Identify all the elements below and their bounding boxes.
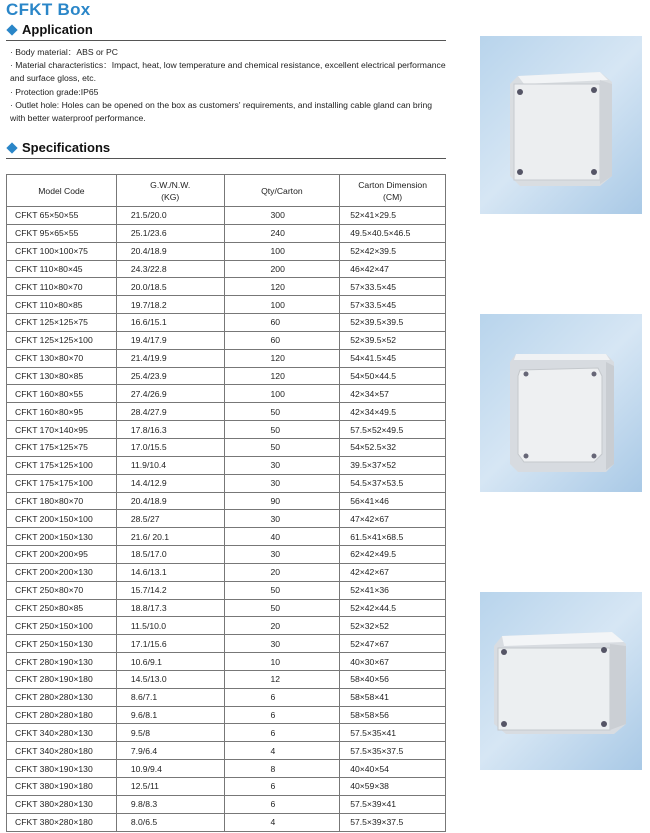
cell-weight: 19.7/18.2 [116,296,224,314]
cell-carton-dimension: 39.5×37×52 [340,456,446,474]
cell-model-code: CFKT 125×125×100 [7,331,117,349]
column-header-weight: G.W./N.W. (KG) [116,175,224,207]
cell-carton-dimension: 62×42×49.5 [340,546,446,564]
table-row [7,438,446,456]
rectangular-box-illustration [480,592,642,770]
cell-model-code: CFKT 160×80×55 [7,385,117,403]
cell-qty: 8 [224,760,340,778]
cell-qty: 30 [224,546,340,564]
cell-carton-dimension: 54×52.5×32 [340,438,446,456]
cell-weight: 21.5/20.0 [116,207,224,225]
table-row [7,207,446,225]
cell-carton-dimension: 57.5×39×41 [340,795,446,813]
cell-weight: 11.9/10.4 [116,456,224,474]
product-photo-square-box [480,314,642,492]
cell-carton-dimension: 40×59×38 [340,778,446,796]
cell-weight: 25.4/23.9 [116,367,224,385]
cell-qty: 120 [224,278,340,296]
cell-carton-dimension: 52×47×67 [340,635,446,653]
table-row [7,492,446,510]
cell-carton-dimension: 57×33.5×45 [340,278,446,296]
cell-carton-dimension: 54×41.5×45 [340,349,446,367]
cell-weight: 8.0/6.5 [116,813,224,831]
specifications-table [6,174,446,832]
specifications-heading-label: Specifications [22,140,111,155]
cell-carton-dimension: 49.5×40.5×46.5 [340,224,446,242]
application-item: · Protection grade:IP65 [10,86,99,97]
cell-model-code: CFKT 200×200×130 [7,563,117,581]
cell-weight: 17.0/15.5 [116,438,224,456]
cell-carton-dimension: 58×40×56 [340,670,446,688]
cell-weight: 14.6/13.1 [116,563,224,581]
table-row [7,331,446,349]
table-row [7,670,446,688]
table-row [7,242,446,260]
cell-weight: 17.1/15.6 [116,635,224,653]
cell-weight: 25.1/23.6 [116,224,224,242]
table-row [7,760,446,778]
cell-carton-dimension: 57.5×39×37.5 [340,813,446,831]
cell-qty: 100 [224,296,340,314]
cell-qty: 50 [224,438,340,456]
table-row [7,385,446,403]
cell-carton-dimension: 52×42×44.5 [340,599,446,617]
table-row [7,510,446,528]
cell-model-code: CFKT 250×150×130 [7,635,117,653]
table-row [7,474,446,492]
cell-qty: 30 [224,456,340,474]
table-row [7,421,446,439]
cell-model-code: CFKT 200×150×100 [7,510,117,528]
cell-model-code: CFKT 175×125×75 [7,438,117,456]
cell-weight: 21.4/19.9 [116,349,224,367]
table-header-row [7,175,446,207]
cell-carton-dimension: 52×42×39.5 [340,242,446,260]
cell-carton-dimension: 56×41×46 [340,492,446,510]
cell-qty: 50 [224,403,340,421]
cell-carton-dimension: 57.5×35×41 [340,724,446,742]
cell-model-code: CFKT 175×125×100 [7,456,117,474]
cell-model-code: CFKT 65×50×55 [7,207,117,225]
cell-model-code: CFKT 340×280×180 [7,742,117,760]
table-row [7,742,446,760]
table-row [7,706,446,724]
cell-qty: 50 [224,421,340,439]
cell-model-code: CFKT 160×80×95 [7,403,117,421]
cell-qty: 60 [224,331,340,349]
cell-weight: 10.6/9.1 [116,653,224,671]
cell-weight: 15.7/14.2 [116,581,224,599]
cell-carton-dimension: 52×32×52 [340,617,446,635]
cell-model-code: CFKT 110×80×70 [7,278,117,296]
table-row [7,813,446,831]
table-row [7,528,446,546]
diamond-bullet-icon [6,24,17,35]
cell-model-code: CFKT 380×190×130 [7,760,117,778]
square-box-illustration [480,314,642,492]
cell-carton-dimension: 52×41×36 [340,581,446,599]
cell-carton-dimension: 57.5×52×49.5 [340,421,446,439]
application-item: · Outlet hole: Holes can be opened on the box as customers' requirements, and installing cable gland can bring with better waterproof performance. [10,99,433,124]
table-body [7,207,446,832]
cell-model-code: CFKT 250×150×100 [7,617,117,635]
cell-qty: 4 [224,813,340,831]
table-row [7,795,446,813]
cell-model-code: CFKT 110×80×85 [7,296,117,314]
table-row [7,224,446,242]
cell-model-code: CFKT 380×280×180 [7,813,117,831]
cell-model-code: CFKT 95×65×55 [7,224,117,242]
application-item: · Body material：ABS or PC [10,47,118,57]
cell-qty: 6 [224,706,340,724]
cell-qty: 40 [224,528,340,546]
cell-weight: 20.4/18.9 [116,242,224,260]
cell-model-code: CFKT 280×280×180 [7,706,117,724]
cell-model-code: CFKT 280×190×180 [7,670,117,688]
table-row [7,617,446,635]
cell-qty: 4 [224,742,340,760]
table-row [7,599,446,617]
application-heading-label: Application [22,22,93,37]
table-row [7,546,446,564]
product-photo-rectangular-box [480,592,642,770]
cell-carton-dimension: 58×58×41 [340,688,446,706]
cell-carton-dimension: 52×41×29.5 [340,207,446,225]
cell-weight: 20.0/18.5 [116,278,224,296]
cell-carton-dimension: 54×50×44.5 [340,367,446,385]
table-row [7,563,446,581]
cell-weight: 28.4/27.9 [116,403,224,421]
cell-carton-dimension: 58×58×56 [340,706,446,724]
table-row [7,653,446,671]
cell-weight: 9.5/8 [116,724,224,742]
column-header-carton: Carton Dimension (CM) [340,175,446,207]
cell-carton-dimension: 42×34×57 [340,385,446,403]
cell-carton-dimension: 52×39.5×39.5 [340,314,446,332]
cell-weight: 8.6/7.1 [116,688,224,706]
table-row [7,314,446,332]
cell-qty: 6 [224,688,340,706]
table-row [7,635,446,653]
application-divider [6,40,446,41]
cell-carton-dimension: 47×42×67 [340,510,446,528]
cell-qty: 100 [224,385,340,403]
cell-model-code: CFKT 200×150×130 [7,528,117,546]
cell-qty: 100 [224,242,340,260]
cell-carton-dimension: 54.5×37×53.5 [340,474,446,492]
cell-weight: 20.4/18.9 [116,492,224,510]
cell-model-code: CFKT 380×190×180 [7,778,117,796]
cell-weight: 7.9/6.4 [116,742,224,760]
cell-qty: 20 [224,563,340,581]
cell-model-code: CFKT 180×80×70 [7,492,117,510]
cell-model-code: CFKT 170×140×95 [7,421,117,439]
table-row [7,724,446,742]
cell-model-code: CFKT 175×175×100 [7,474,117,492]
cell-weight: 11.5/10.0 [116,617,224,635]
cell-model-code: CFKT 125×125×75 [7,314,117,332]
cell-model-code: CFKT 110×80×45 [7,260,117,278]
cell-weight: 14.4/12.9 [116,474,224,492]
cell-weight: 9.6/8.1 [116,706,224,724]
cell-weight: 18.8/17.3 [116,599,224,617]
cell-qty: 10 [224,653,340,671]
cell-weight: 12.5/11 [116,778,224,796]
table-row [7,260,446,278]
cell-qty: 120 [224,349,340,367]
table-row [7,278,446,296]
cell-qty: 200 [224,260,340,278]
cell-carton-dimension: 46×42×47 [340,260,446,278]
cell-carton-dimension: 40×40×54 [340,760,446,778]
cell-qty: 6 [224,724,340,742]
table-row [7,456,446,474]
cell-carton-dimension: 42×42×67 [340,563,446,581]
cell-model-code: CFKT 130×80×70 [7,349,117,367]
application-heading [6,22,93,37]
cell-model-code: CFKT 100×100×75 [7,242,117,260]
application-list [10,46,446,125]
cell-weight: 9.8/8.3 [116,795,224,813]
cell-weight: 14.5/13.0 [116,670,224,688]
table-row [7,349,446,367]
cell-model-code: CFKT 200×200×95 [7,546,117,564]
diamond-bullet-icon [6,142,17,153]
table-row [7,778,446,796]
cell-carton-dimension: 52×39.5×52 [340,331,446,349]
cell-qty: 240 [224,224,340,242]
application-item: · Material characteristics：Impact, heat, low temperature and chemical resistance, excellent electrical performance and surface gloss, etc. [10,60,446,84]
cell-qty: 90 [224,492,340,510]
cell-qty: 30 [224,474,340,492]
cell-carton-dimension: 57×33.5×45 [340,296,446,314]
cell-model-code: CFKT 280×280×130 [7,688,117,706]
cell-qty: 30 [224,635,340,653]
cell-model-code: CFKT 380×280×130 [7,795,117,813]
column-header-model: Model Code [7,175,117,207]
cell-qty: 30 [224,510,340,528]
cell-weight: 24.3/22.8 [116,260,224,278]
cell-weight: 17.8/16.3 [116,421,224,439]
cell-qty: 6 [224,795,340,813]
cube-box-illustration [480,36,642,214]
cell-qty: 60 [224,314,340,332]
cell-carton-dimension: 42×34×49.5 [340,403,446,421]
table-row [7,688,446,706]
cell-model-code: CFKT 280×190×130 [7,653,117,671]
product-photo-cube-box [480,36,642,214]
cell-weight: 19.4/17.9 [116,331,224,349]
cell-weight: 18.5/17.0 [116,546,224,564]
cell-qty: 50 [224,599,340,617]
cell-qty: 120 [224,367,340,385]
cell-carton-dimension: 61.5×41×68.5 [340,528,446,546]
cell-qty: 6 [224,778,340,796]
table-row [7,403,446,421]
column-header-qty: Qty/Carton [224,175,340,207]
table-row [7,367,446,385]
cell-carton-dimension: 40×30×67 [340,653,446,671]
cell-model-code: CFKT 250×80×85 [7,599,117,617]
cell-qty: 12 [224,670,340,688]
table-row [7,581,446,599]
cell-qty: 300 [224,207,340,225]
cell-model-code: CFKT 250×80×70 [7,581,117,599]
cell-qty: 50 [224,581,340,599]
table-row [7,296,446,314]
cell-weight: 16.6/15.1 [116,314,224,332]
page-title: CFKT Box [6,0,91,19]
cell-carton-dimension: 57.5×35×37.5 [340,742,446,760]
cell-weight: 10.9/9.4 [116,760,224,778]
specifications-divider [6,158,446,159]
cell-model-code: CFKT 130×80×85 [7,367,117,385]
cell-weight: 28.5/27 [116,510,224,528]
cell-weight: 21.6/ 20.1 [116,528,224,546]
cell-qty: 20 [224,617,340,635]
cell-weight: 27.4/26.9 [116,385,224,403]
cell-model-code: CFKT 340×280×130 [7,724,117,742]
specifications-heading [6,140,110,155]
